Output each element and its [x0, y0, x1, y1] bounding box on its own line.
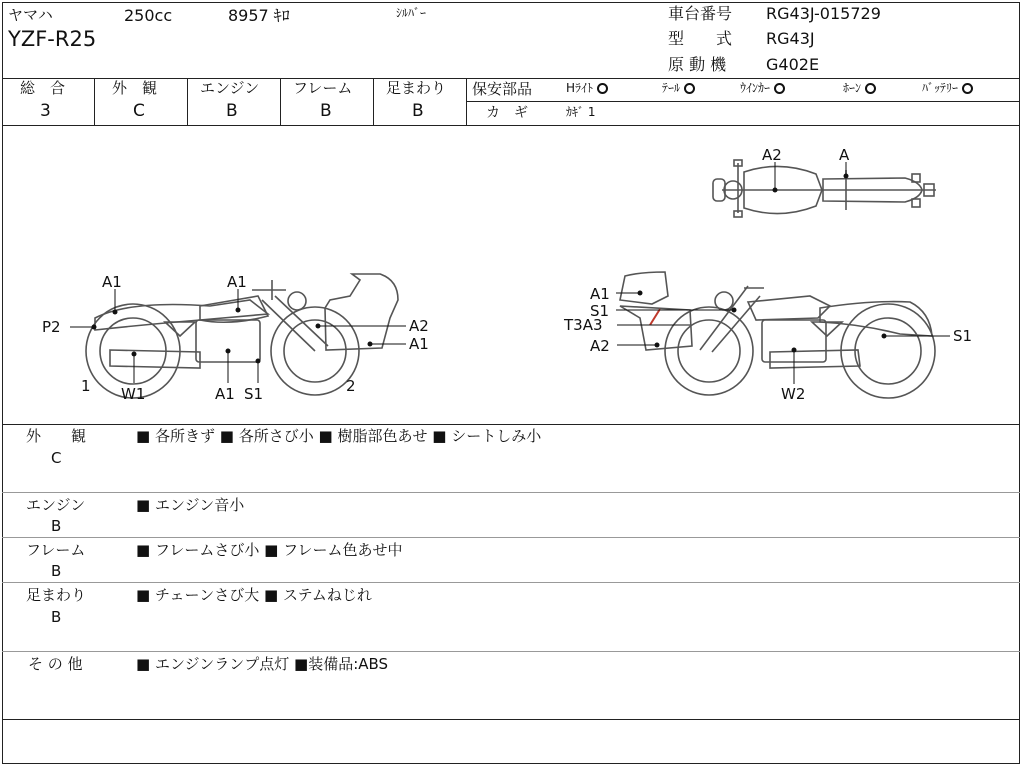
marker-label: 1: [81, 377, 91, 395]
grade-exterior-label: 外 観: [112, 79, 158, 97]
note-engine-grade: B: [51, 517, 62, 535]
headlight-label: Hﾗｲﾄ: [566, 81, 594, 95]
marker-label: A1: [409, 335, 429, 353]
marker-label: P2: [42, 318, 61, 336]
note-item: フレームさび小: [154, 541, 260, 559]
winker-label: ｳｲﾝｶｰ: [740, 81, 771, 95]
note-item: エンジン音小: [154, 496, 245, 514]
marker-label: S1: [590, 302, 610, 320]
note-item: チェーンさび大: [154, 586, 260, 604]
key-label: カ ギ: [486, 105, 528, 121]
divider: [2, 651, 1020, 652]
model-name: YZF-R25: [8, 27, 97, 51]
divider: [2, 492, 1020, 493]
note-engine-label: エンジン: [26, 496, 86, 514]
bullet-square-icon: [136, 496, 150, 514]
divider: [2, 537, 1020, 538]
grade-exterior: C: [133, 101, 145, 121]
note-item: ステムねじれ: [282, 586, 372, 604]
note-frame-label: フレーム: [26, 541, 86, 559]
note-other-label: そ の 他: [28, 655, 83, 673]
marker-label: A2: [590, 337, 610, 355]
taillight-label: ﾃｰﾙ: [662, 81, 681, 95]
note-engine-items: [136, 498, 244, 513]
note-exterior-grade: C: [51, 449, 62, 467]
divider: [2, 424, 1020, 425]
note-suspension-label: 足まわり: [26, 586, 87, 604]
bike-top-view: [713, 160, 936, 217]
grade-overall: 3: [40, 101, 51, 121]
note-item: フレーム色あせ中: [283, 541, 403, 559]
grade-suspension-label: 足まわり: [386, 79, 447, 97]
mileage: 8957 ｷﾛ: [228, 6, 290, 25]
grade-engine: B: [226, 101, 238, 121]
marker-label: A1: [590, 285, 610, 303]
frame-no-label: 車台番号: [668, 4, 733, 23]
battery-label: ﾊﾞｯﾃﾘｰ: [922, 81, 959, 95]
note-item: エンジンランプ点灯: [154, 655, 290, 673]
bullet-square-icon: [220, 427, 234, 445]
displacement: 250cc: [124, 6, 173, 25]
note-item: シートしみ小: [451, 427, 542, 445]
note-exterior-label: 外 観: [26, 427, 87, 445]
note-item: 各所きず: [154, 427, 215, 445]
safety-parts-label: 保安部品: [472, 80, 533, 98]
body-color: ｼﾙﾊﾞｰ: [396, 6, 427, 20]
grade-frame-label: フレーム: [293, 79, 353, 97]
model-code-label: 型 式: [668, 29, 733, 48]
grade-frame: B: [320, 101, 332, 121]
grade-overall-label: 総 合: [20, 79, 66, 97]
bullet-square-icon: [264, 586, 278, 604]
engine-model-label: 原 動 機: [668, 55, 727, 74]
grade-engine-label: エンジン: [200, 79, 260, 97]
marker-label: S1: [244, 385, 264, 403]
frame-no: RG43J-015729: [766, 4, 881, 23]
note-other-items: [136, 657, 388, 672]
grade-suspension: B: [412, 101, 424, 121]
marker-label: A2: [762, 146, 782, 164]
marker-label: T3A3: [564, 316, 603, 334]
model-code: RG43J: [766, 29, 815, 48]
bike-right-view: [620, 272, 935, 398]
bullet-square-icon: [432, 427, 446, 445]
note-exterior-items: [136, 429, 541, 444]
marker-label: A2: [409, 317, 429, 335]
bullet-square-icon: [136, 586, 150, 604]
marker-label: A1: [215, 385, 235, 403]
marker-label: A1: [102, 273, 122, 291]
marker-label: W2: [781, 385, 806, 403]
bullet-square-icon: [264, 541, 278, 559]
diagram-labels: [42, 146, 972, 403]
bullet-square-icon: [294, 655, 308, 673]
marker-label: 2: [346, 377, 356, 395]
bullet-square-icon: [136, 655, 150, 673]
note-frame-items: [136, 543, 403, 558]
maker: ヤマハ: [8, 6, 53, 24]
horn-label: ﾎｰﾝ: [843, 81, 862, 95]
note-item: 各所さび小: [238, 427, 314, 445]
note-suspension-grade: B: [51, 608, 62, 626]
key-value: ｶｷﾞ 1: [566, 105, 596, 119]
bullet-square-icon: [136, 427, 150, 445]
divider: [2, 719, 1020, 720]
note-item: 樹脂部色あせ: [337, 427, 428, 445]
engine-model: G402E: [766, 55, 820, 74]
marker-label: A: [839, 146, 850, 164]
bullet-square-icon: [136, 541, 150, 559]
marker-label: S1: [953, 327, 973, 345]
divider: [2, 582, 1020, 583]
note-frame-grade: B: [51, 562, 62, 580]
marker-label: W1: [121, 385, 146, 403]
note-item: 装備品:ABS: [308, 655, 389, 673]
marker-label: A1: [227, 273, 247, 291]
note-suspension-items: [136, 588, 372, 603]
bullet-square-icon: [319, 427, 333, 445]
